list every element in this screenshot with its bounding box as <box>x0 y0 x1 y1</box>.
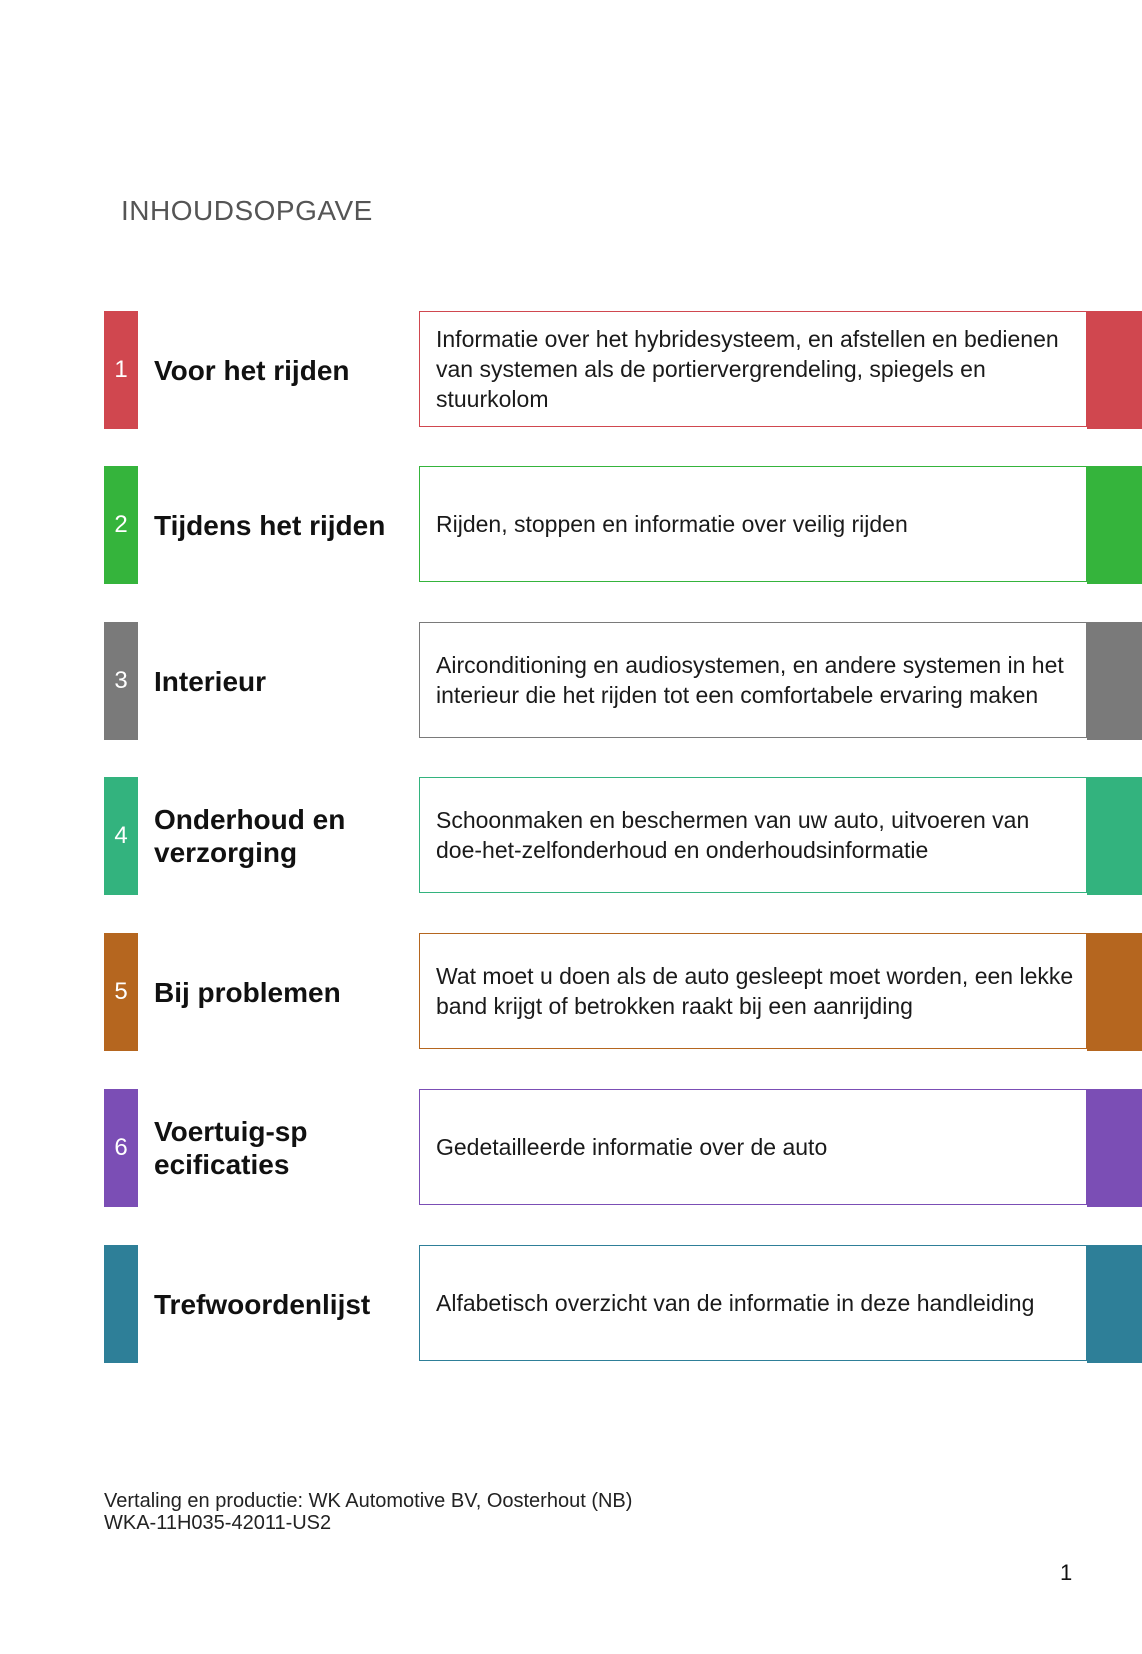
section-number-tab: 4 <box>104 777 138 895</box>
thumb-index-tab[interactable] <box>1087 1089 1142 1207</box>
section-description: Informatie over het hybridesysteem, en afstellen en bedienen van systemen als de portiervergrendeling, spiegels en stuurkolom <box>436 326 1059 412</box>
section-description-box <box>419 933 1087 1049</box>
footer-document-code: WKA-11H035-42011-US2 <box>104 1512 332 1534</box>
section-description: Schoonmaken en beschermen van uw auto, uitvoeren van doe-het-zelfonderhoud en onderhoudsinformatie <box>436 807 1030 863</box>
thumb-index-tab[interactable] <box>1087 466 1142 584</box>
thumb-index-tab[interactable] <box>1087 622 1142 740</box>
section-title[interactable] <box>154 1089 404 1207</box>
section-title[interactable] <box>154 466 404 584</box>
toc-row-voertuig-specificaties[interactable] <box>0 1089 1142 1207</box>
section-title-text: Tijdens het rijden <box>154 509 386 541</box>
section-title[interactable] <box>154 777 404 895</box>
toc-row-bij-problemen[interactable] <box>0 933 1142 1051</box>
section-title-text: Trefwoordenlijst <box>154 1288 371 1320</box>
section-description: Wat moet u doen als de auto gesleept moet worden, een lekke band krijgt of betrokken raakt bij een aanrijding <box>436 963 1074 1019</box>
toc-row-trefwoordenlijst[interactable] <box>0 1245 1142 1363</box>
section-description-box <box>419 311 1087 427</box>
section-description: Rijden, stoppen en informatie over veilig rijden <box>436 511 908 537</box>
section-title-text: Voor het rijden <box>154 354 350 386</box>
section-title-text: Onderhoud en verzorging <box>154 804 346 868</box>
section-number-tab: 6 <box>104 1089 138 1207</box>
section-description-box <box>419 466 1087 582</box>
section-description: Alfabetisch overzicht van de informatie in deze handleiding <box>436 1290 1035 1316</box>
section-number-tab: 5 <box>104 933 138 1051</box>
footer-credit: Vertaling en productie: WK Automotive BV, Oosterhout (NB) <box>104 1490 633 1512</box>
thumb-index-tab[interactable] <box>1087 311 1142 429</box>
section-description-box <box>419 622 1087 738</box>
section-title[interactable] <box>154 1245 404 1363</box>
thumb-index-tab[interactable] <box>1087 777 1142 895</box>
thumb-index-tab[interactable] <box>1087 933 1142 1051</box>
toc-row-tijdens-het-rijden[interactable] <box>0 466 1142 584</box>
section-title[interactable] <box>154 311 404 429</box>
section-title-text: Voertuig-specificaties <box>154 1116 308 1180</box>
section-description-box <box>419 1089 1087 1205</box>
section-description-box <box>419 777 1087 893</box>
section-description: Airconditioning en audiosystemen, en andere systemen in het interieur die het rijden tot een comfortabele ervaring maken <box>436 652 1064 708</box>
section-description: Gedetailleerde informatie over de auto <box>436 1134 828 1160</box>
section-number-tab: 3 <box>104 622 138 740</box>
section-number-tab <box>104 1245 138 1363</box>
section-title-text: Bij problemen <box>154 976 341 1008</box>
section-title[interactable] <box>154 622 404 740</box>
thumb-index-tab[interactable] <box>1087 1245 1142 1363</box>
page-title: INHOUDSOPGAVE <box>121 195 373 226</box>
section-number-tab: 2 <box>104 466 138 584</box>
section-title-text: Interieur <box>154 665 267 697</box>
section-number-tab: 1 <box>104 311 138 429</box>
toc-row-interieur[interactable] <box>0 622 1142 740</box>
section-title[interactable] <box>154 933 404 1051</box>
section-description-box <box>419 1245 1087 1361</box>
toc-row-voor-het-rijden[interactable] <box>0 311 1142 429</box>
page-number: 1 <box>1060 1560 1073 1585</box>
toc-row-onderhoud-en-verzorging[interactable] <box>0 777 1142 895</box>
